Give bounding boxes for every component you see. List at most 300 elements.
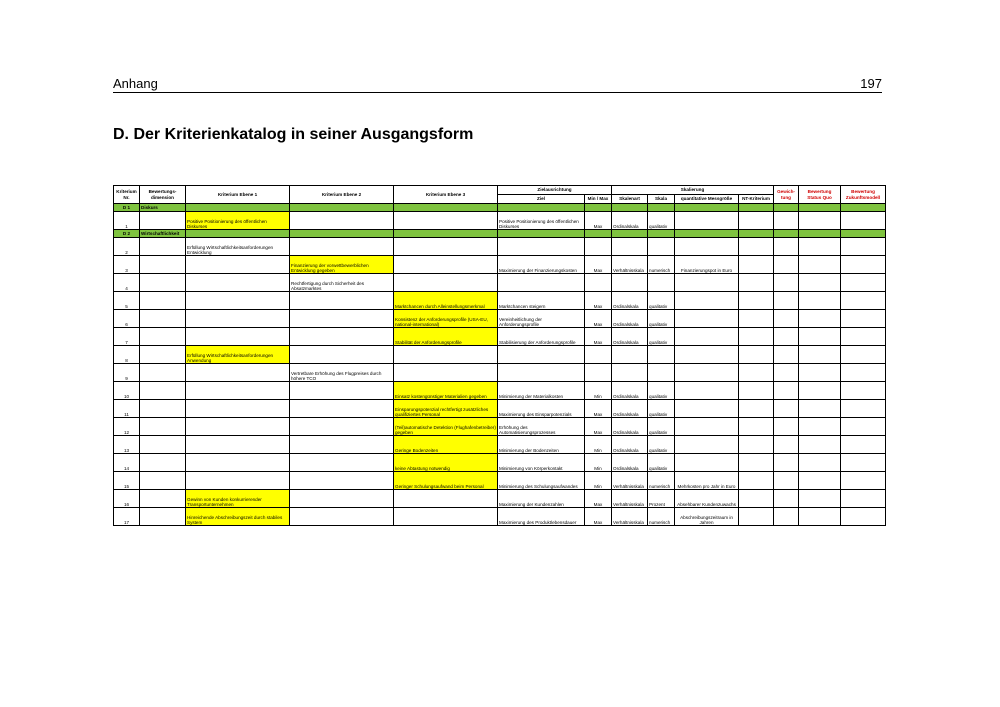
cell-ebene3: keine Abtastung notwendig	[394, 454, 498, 472]
cell-gewichtung	[774, 382, 799, 400]
cell-ebene2: Finanzierung der vorwettbewerblichen Entwicklung gegeben	[290, 256, 394, 274]
table-row	[114, 212, 886, 230]
group-fill-cell	[394, 204, 498, 212]
cell-skala: qualitativ	[648, 382, 675, 400]
cell-ebene2	[290, 508, 394, 526]
cell-dimension	[140, 310, 186, 328]
cell-ebene2	[290, 310, 394, 328]
cell-status-quo	[799, 212, 841, 230]
cell-nt	[739, 490, 774, 508]
cell-gewichtung	[774, 346, 799, 364]
cell-minmax: Max	[585, 328, 612, 346]
table-row	[114, 454, 886, 472]
table-row	[114, 328, 886, 346]
cell-ebene3	[394, 490, 498, 508]
cell-skala	[648, 274, 675, 292]
cell-skala: qualitativ	[648, 212, 675, 230]
cell-gewichtung	[774, 490, 799, 508]
col-messgroesse: quantitative Messgröße	[675, 195, 739, 204]
cell-status-quo	[799, 436, 841, 454]
header-section-label: Anhang	[113, 76, 158, 91]
cell-zukunftsmodell	[841, 212, 886, 230]
cell-ziel	[498, 364, 585, 382]
cell-zukunftsmodell	[841, 508, 886, 526]
cell-dimension	[140, 346, 186, 364]
cell-minmax: Min	[585, 436, 612, 454]
cell-ebene2	[290, 382, 394, 400]
group-fill-cell	[498, 204, 585, 212]
cell-ebene2	[290, 490, 394, 508]
cell-messgroesse	[675, 400, 739, 418]
col-ebene1: Kriterium Ebene 1	[186, 186, 290, 204]
cell-status-quo	[799, 238, 841, 256]
cell-status-quo	[799, 310, 841, 328]
cell-zukunftsmodell	[841, 238, 886, 256]
cell-nr: 12	[114, 418, 140, 436]
cell-skalenart	[612, 364, 648, 382]
cell-zukunftsmodell	[841, 418, 886, 436]
cell-nt	[739, 436, 774, 454]
cell-dimension	[140, 436, 186, 454]
col-ebene2: Kriterium Ebene 2	[290, 186, 394, 204]
cell-nr: 15	[114, 472, 140, 490]
cell-gewichtung	[774, 238, 799, 256]
cell-ebene1: Gewinn von Kunden konkurrierender Transportunternehmen	[186, 490, 290, 508]
cell-nt	[739, 274, 774, 292]
cell-minmax: Max	[585, 292, 612, 310]
col-gewichtung: Gewich- tung	[774, 186, 799, 204]
cell-dimension	[140, 238, 186, 256]
cell-ebene1	[186, 292, 290, 310]
cell-skala: qualitativ	[648, 454, 675, 472]
cell-zukunftsmodell	[841, 310, 886, 328]
cell-nr: 13	[114, 436, 140, 454]
cell-skala: numerisch	[648, 508, 675, 526]
cell-gewichtung	[774, 436, 799, 454]
cell-nr: 14	[114, 454, 140, 472]
cell-nt	[739, 256, 774, 274]
cell-ebene2	[290, 454, 394, 472]
cell-ebene3: Konsistenz der Anforderungsprofile (USA-EU, national-international)	[394, 310, 498, 328]
col-skala: Skala	[648, 195, 675, 204]
group-fill-cell	[774, 230, 799, 238]
group-fill-cell	[585, 204, 612, 212]
col-skalenart: Skalenart	[612, 195, 648, 204]
cell-status-quo	[799, 346, 841, 364]
group-name: Wirtschaftlichkeit	[140, 230, 186, 238]
cell-minmax: Max	[585, 508, 612, 526]
cell-ebene3	[394, 364, 498, 382]
cell-ebene3: Stabilität der Anforderungsprofile	[394, 328, 498, 346]
criteria-catalog-table	[113, 185, 886, 526]
group-fill-cell	[585, 230, 612, 238]
cell-minmax: Max	[585, 212, 612, 230]
cell-ebene3	[394, 508, 498, 526]
cell-messgroesse: Mehrkosten pro Jahr in Euro	[675, 472, 739, 490]
group-fill-cell	[290, 230, 394, 238]
cell-ziel: Minimierung des Schulungsaufwandes	[498, 472, 585, 490]
cell-ebene1	[186, 364, 290, 382]
cell-nr: 10	[114, 382, 140, 400]
cell-ebene1	[186, 418, 290, 436]
cell-ebene3: Einsparungspotenzial rechtfertigt zusätzliches qualifiziertes Personal	[394, 400, 498, 418]
cell-skalenart	[612, 238, 648, 256]
cell-nt	[739, 382, 774, 400]
cell-ebene2	[290, 472, 394, 490]
cell-ebene2	[290, 238, 394, 256]
group-fill-cell	[739, 230, 774, 238]
cell-messgroesse	[675, 382, 739, 400]
cell-ebene3	[394, 274, 498, 292]
cell-ziel: Minimierung der Bodenzeiten	[498, 436, 585, 454]
table-row	[114, 436, 886, 454]
col-zukunftsmodell: Bewertung Zukunftsmodell	[841, 186, 886, 204]
cell-skala: numerisch	[648, 256, 675, 274]
cell-minmax: Min	[585, 382, 612, 400]
cell-nr: 16	[114, 490, 140, 508]
cell-messgroesse	[675, 454, 739, 472]
cell-dimension	[140, 328, 186, 346]
cell-zukunftsmodell	[841, 346, 886, 364]
group-fill-cell	[648, 204, 675, 212]
cell-ebene1	[186, 328, 290, 346]
table-row	[114, 274, 886, 292]
cell-ebene3	[394, 256, 498, 274]
cell-zukunftsmodell	[841, 256, 886, 274]
group-fill-cell	[186, 204, 290, 212]
cell-nr: 6	[114, 310, 140, 328]
cell-ebene2	[290, 400, 394, 418]
cell-zukunftsmodell	[841, 490, 886, 508]
cell-ebene2	[290, 292, 394, 310]
cell-nt	[739, 346, 774, 364]
cell-ebene1: Hinreichende Abschreibungszeit durch stabiles System	[186, 508, 290, 526]
table-row	[114, 418, 886, 436]
cell-ziel: Positive Positionierung des öffentlichen Diskurses	[498, 212, 585, 230]
group-fill-cell	[394, 230, 498, 238]
cell-zukunftsmodell	[841, 382, 886, 400]
cell-skala: qualitativ	[648, 310, 675, 328]
cell-status-quo	[799, 256, 841, 274]
cell-skala: qualitativ	[648, 400, 675, 418]
cell-zukunftsmodell	[841, 274, 886, 292]
cell-nr: 17	[114, 508, 140, 526]
cell-skala	[648, 238, 675, 256]
cell-skala: qualitativ	[648, 436, 675, 454]
cell-nt	[739, 364, 774, 382]
cell-skalenart: Ordinalskala	[612, 382, 648, 400]
cell-dimension	[140, 256, 186, 274]
cell-ebene2: Vertretbare Erhöhung des Flugpreises durch höhere TCO	[290, 364, 394, 382]
cell-dimension	[140, 212, 186, 230]
cell-skala: qualitativ	[648, 418, 675, 436]
cell-nr: 5	[114, 292, 140, 310]
cell-ziel: Marktchancen steigern	[498, 292, 585, 310]
cell-ziel: Maximierung des Einsparpotenzials	[498, 400, 585, 418]
table-row	[114, 382, 886, 400]
cell-zukunftsmodell	[841, 328, 886, 346]
cell-nt	[739, 508, 774, 526]
group-fill-cell	[675, 230, 739, 238]
col-group-zielausrichtung: Zielausrichtung	[498, 186, 612, 195]
cell-skala: qualitativ	[648, 328, 675, 346]
cell-gewichtung	[774, 310, 799, 328]
cell-nt	[739, 292, 774, 310]
cell-zukunftsmodell	[841, 436, 886, 454]
table-row	[114, 256, 886, 274]
cell-skalenart: Ordinalskala	[612, 292, 648, 310]
cell-nt	[739, 238, 774, 256]
cell-nt	[739, 454, 774, 472]
cell-status-quo	[799, 292, 841, 310]
cell-gewichtung	[774, 454, 799, 472]
group-fill-cell	[799, 230, 841, 238]
cell-messgroesse: Absehbarer Kundenzuwachs	[675, 490, 739, 508]
col-group-skalierung: Skalierung	[612, 186, 774, 195]
page-number: 197	[860, 76, 882, 91]
cell-ebene1	[186, 382, 290, 400]
cell-skalenart: Verhältnisskala	[612, 472, 648, 490]
cell-ebene2	[290, 328, 394, 346]
cell-messgroesse: Finanzierungspot in Euro	[675, 256, 739, 274]
cell-gewichtung	[774, 274, 799, 292]
cell-ebene1	[186, 454, 290, 472]
cell-zukunftsmodell	[841, 364, 886, 382]
cell-skalenart: Ordinalskala	[612, 310, 648, 328]
header-row-1	[114, 186, 886, 195]
cell-messgroesse	[675, 274, 739, 292]
cell-status-quo	[799, 400, 841, 418]
cell-status-quo	[799, 490, 841, 508]
cell-skalenart: Ordinalskala	[612, 212, 648, 230]
cell-minmax	[585, 346, 612, 364]
col-nt-kriterium: NT-Kriterium	[739, 195, 774, 204]
group-fill-cell	[612, 230, 648, 238]
cell-nt	[739, 212, 774, 230]
cell-dimension	[140, 364, 186, 382]
cell-minmax	[585, 238, 612, 256]
cell-status-quo	[799, 454, 841, 472]
cell-status-quo	[799, 328, 841, 346]
cell-messgroesse	[675, 418, 739, 436]
table-row	[114, 238, 886, 256]
cell-ebene1: Erfüllung Wirtschaftlichkeitsanforderungen Entwicklung	[186, 238, 290, 256]
cell-ebene1	[186, 310, 290, 328]
cell-status-quo	[799, 274, 841, 292]
cell-ziel: Maximierung der Kundenzahlen	[498, 490, 585, 508]
cell-skala	[648, 346, 675, 364]
cell-minmax: Min	[585, 472, 612, 490]
cell-dimension	[140, 382, 186, 400]
cell-nr: 4	[114, 274, 140, 292]
cell-ebene1	[186, 274, 290, 292]
cell-dimension	[140, 400, 186, 418]
cell-dimension	[140, 454, 186, 472]
cell-gewichtung	[774, 292, 799, 310]
cell-status-quo	[799, 418, 841, 436]
cell-zukunftsmodell	[841, 454, 886, 472]
group-row	[114, 230, 886, 238]
cell-ziel: Minimierung der Materialkosten	[498, 382, 585, 400]
cell-dimension	[140, 292, 186, 310]
cell-dimension	[140, 472, 186, 490]
cell-nr: 7	[114, 328, 140, 346]
group-fill-cell	[290, 204, 394, 212]
cell-dimension	[140, 490, 186, 508]
col-ebene3: Kriterium Ebene 3	[394, 186, 498, 204]
cell-minmax: Max	[585, 400, 612, 418]
table-row	[114, 400, 886, 418]
cell-ebene2	[290, 346, 394, 364]
cell-ziel	[498, 346, 585, 364]
cell-nr: 8	[114, 346, 140, 364]
cell-ebene2	[290, 436, 394, 454]
table-row	[114, 490, 886, 508]
cell-skala: numerisch	[648, 472, 675, 490]
cell-zukunftsmodell	[841, 400, 886, 418]
cell-gewichtung	[774, 328, 799, 346]
cell-gewichtung	[774, 418, 799, 436]
cell-nr: 3	[114, 256, 140, 274]
cell-ebene2	[290, 212, 394, 230]
group-fill-cell	[675, 204, 739, 212]
cell-ebene3: Einsatz kostengünstiger Materialien gegeben	[394, 382, 498, 400]
cell-nt	[739, 310, 774, 328]
cell-ebene3: Geringer Schulungsaufwand beim Personal	[394, 472, 498, 490]
cell-skalenart: Verhältnisskala	[612, 508, 648, 526]
cell-ebene3	[394, 238, 498, 256]
cell-ziel: Minimierung von Körperkontakt	[498, 454, 585, 472]
cell-ebene1: Positive Positionierung des öffentlichen Diskurses	[186, 212, 290, 230]
cell-nt	[739, 328, 774, 346]
group-name: Diskurs	[140, 204, 186, 212]
cell-ebene1	[186, 400, 290, 418]
cell-skala: Prozent	[648, 490, 675, 508]
cell-skalenart: Ordinalskala	[612, 328, 648, 346]
group-fill-cell	[841, 204, 886, 212]
table-row	[114, 508, 886, 526]
cell-status-quo	[799, 472, 841, 490]
cell-ebene2	[290, 418, 394, 436]
cell-ziel: Stabilisierung der Anforderungsprofile	[498, 328, 585, 346]
cell-nt	[739, 400, 774, 418]
cell-ebene3: Marktchancen durch Alleinstellungsmerkmal	[394, 292, 498, 310]
cell-ziel: Vereinheitlichung der Anforderungsprofile	[498, 310, 585, 328]
cell-skalenart: Ordinalskala	[612, 436, 648, 454]
cell-minmax: Max	[585, 418, 612, 436]
cell-nt	[739, 418, 774, 436]
group-fill-cell	[186, 230, 290, 238]
cell-nr: 9	[114, 364, 140, 382]
cell-nr: 1	[114, 212, 140, 230]
group-fill-cell	[612, 204, 648, 212]
cell-status-quo	[799, 364, 841, 382]
section-title: D. Der Kriterienkatalog in seiner Ausgangsform	[113, 126, 474, 143]
cell-skalenart	[612, 274, 648, 292]
table-row	[114, 310, 886, 328]
group-fill-cell	[648, 230, 675, 238]
cell-minmax	[585, 274, 612, 292]
cell-messgroesse	[675, 238, 739, 256]
col-minmax: Min / Max	[585, 195, 612, 204]
cell-messgroesse: Abschreibungszeitraum in Jahren	[675, 508, 739, 526]
cell-zukunftsmodell	[841, 292, 886, 310]
cell-ebene1	[186, 472, 290, 490]
cell-nt	[739, 472, 774, 490]
cell-skala: qualitativ	[648, 292, 675, 310]
cell-messgroesse	[675, 436, 739, 454]
cell-messgroesse	[675, 292, 739, 310]
cell-ebene3: Geringe Bodenzeiten	[394, 436, 498, 454]
cell-ebene1	[186, 256, 290, 274]
cell-ziel	[498, 274, 585, 292]
cell-gewichtung	[774, 256, 799, 274]
cell-nr: 11	[114, 400, 140, 418]
cell-messgroesse	[675, 346, 739, 364]
cell-minmax	[585, 364, 612, 382]
cell-ziel: Erhöhung des Automatisierungsprozesses	[498, 418, 585, 436]
cell-skala	[648, 364, 675, 382]
cell-dimension	[140, 508, 186, 526]
col-status-quo: Bewertung Status Quo	[799, 186, 841, 204]
cell-messgroesse	[675, 310, 739, 328]
group-row	[114, 204, 886, 212]
cell-messgroesse	[675, 328, 739, 346]
cell-gewichtung	[774, 364, 799, 382]
cell-gewichtung	[774, 472, 799, 490]
cell-skalenart: Ordinalskala	[612, 454, 648, 472]
group-fill-cell	[799, 204, 841, 212]
group-fill-cell	[774, 204, 799, 212]
table-row	[114, 472, 886, 490]
cell-minmax: Max	[585, 256, 612, 274]
col-ziel: Ziel	[498, 195, 585, 204]
cell-ebene3: (Teil)automatische Detektion (Flughafenbetreiber) gegeben	[394, 418, 498, 436]
cell-minmax: Max	[585, 490, 612, 508]
group-id: D 2	[114, 230, 140, 238]
col-kriterium-nr: Kriterium Nr.	[114, 186, 140, 204]
cell-ebene3	[394, 212, 498, 230]
group-fill-cell	[739, 204, 774, 212]
cell-gewichtung	[774, 400, 799, 418]
cell-ebene3	[394, 346, 498, 364]
cell-ebene1	[186, 436, 290, 454]
group-fill-cell	[498, 230, 585, 238]
cell-skalenart: Ordinalskala	[612, 400, 648, 418]
cell-dimension	[140, 274, 186, 292]
cell-skalenart	[612, 346, 648, 364]
table-row	[114, 364, 886, 382]
cell-ebene1: Erfüllung Wirtschaftlichkeitsanforderungen Anwendung	[186, 346, 290, 364]
group-fill-cell	[841, 230, 886, 238]
group-id: D 1	[114, 204, 140, 212]
cell-zukunftsmodell	[841, 472, 886, 490]
table-row	[114, 292, 886, 310]
running-header	[113, 76, 882, 93]
cell-gewichtung	[774, 508, 799, 526]
cell-dimension	[140, 418, 186, 436]
table-row	[114, 346, 886, 364]
cell-ziel	[498, 238, 585, 256]
col-bewertungsdimension: Bewertungs- dimension	[140, 186, 186, 204]
cell-messgroesse	[675, 212, 739, 230]
cell-skalenart: Verhältnisskala	[612, 490, 648, 508]
cell-minmax: Min	[585, 454, 612, 472]
cell-ziel: Maximierung des Produktlebensdauer	[498, 508, 585, 526]
cell-messgroesse	[675, 364, 739, 382]
cell-gewichtung	[774, 212, 799, 230]
cell-ebene2: Rechtfertigung durch Sicherheit des Absatzmarktes	[290, 274, 394, 292]
